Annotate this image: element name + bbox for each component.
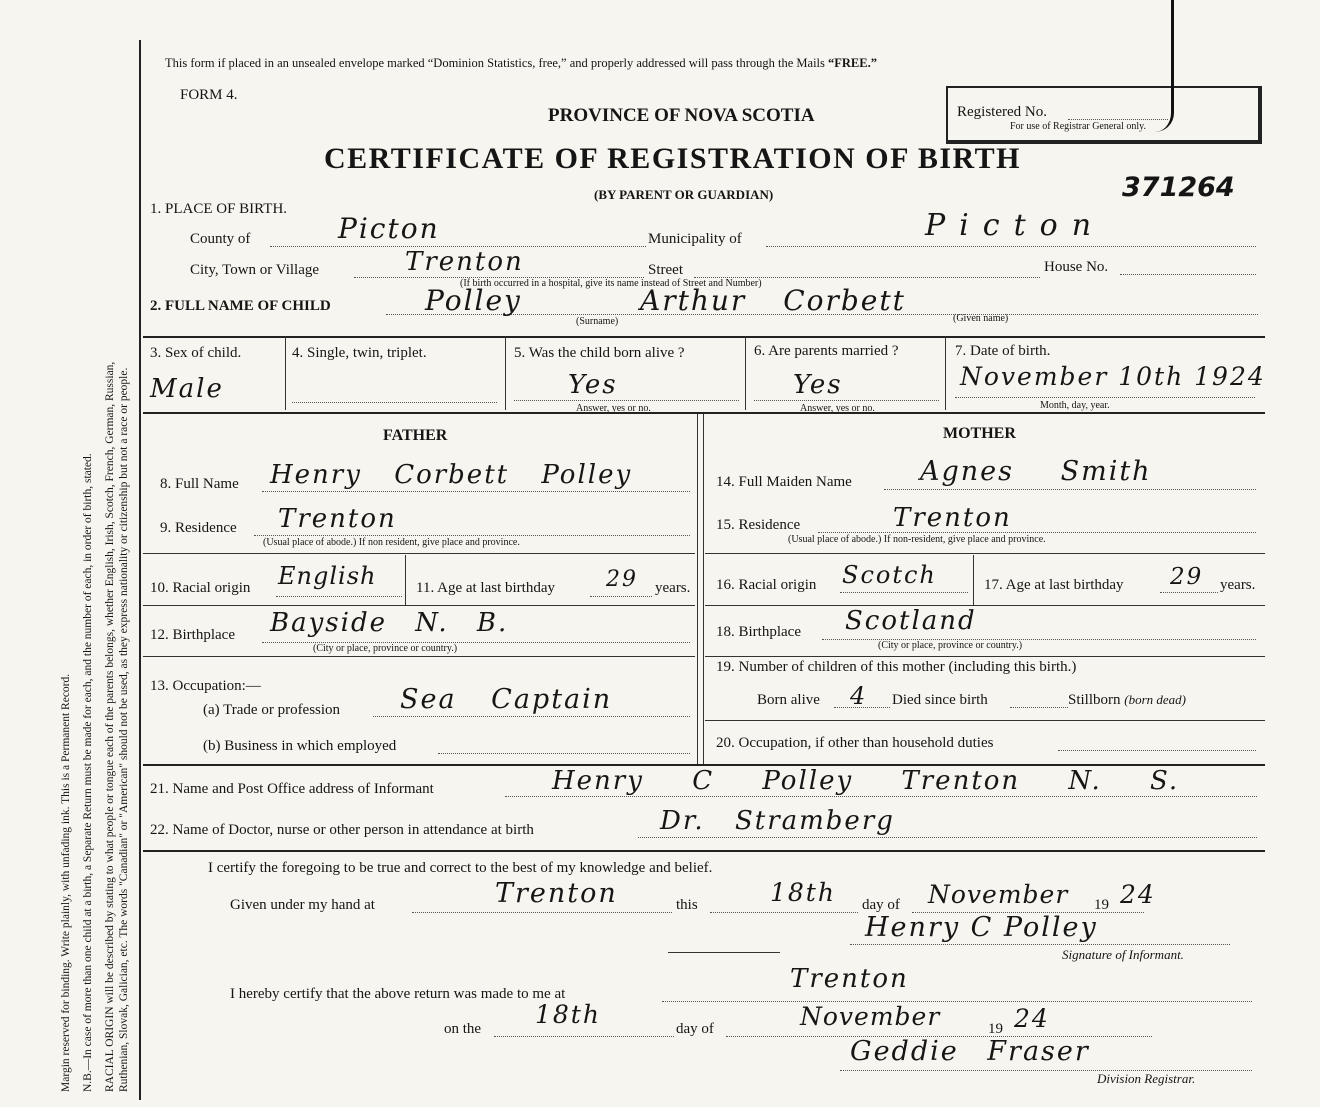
- informant-signature: Henry C Polley: [865, 912, 1098, 943]
- given-day-value: 18th: [770, 878, 836, 907]
- parents-married-value: Yes: [793, 370, 843, 400]
- sex-label: 3. Sex of child.: [150, 345, 242, 361]
- registrar-month-value: November: [800, 1002, 941, 1031]
- born-alive-label: 5. Was the child born alive ?: [514, 345, 685, 361]
- free-label: “FREE.”: [828, 56, 877, 70]
- street-label: Street: [648, 262, 683, 278]
- province-heading: PROVINCE OF NOVA SCOTIA: [548, 105, 815, 126]
- registrar-day-of-label: day of: [676, 1021, 714, 1037]
- children-count-label: 19. Number of children of this mother (including this birth.): [716, 659, 1077, 675]
- form-number: FORM 4.: [180, 87, 238, 103]
- given-under-label: Given under my hand at: [230, 897, 375, 913]
- mail-notice-text: This form if placed in an unsealed envelope marked “Dominion Statistics, free,” and properly addressed will pass through the Mails: [165, 56, 825, 70]
- street-note: (If birth occurred in a hospital, give its name instead of Street and Number): [460, 278, 762, 289]
- doctor-label: 22. Name of Doctor, nurse or other person in attendance at birth: [150, 822, 534, 838]
- child-name-label: 2. FULL NAME OF CHILD: [150, 298, 331, 314]
- registrar-year-value: 24: [1014, 1004, 1050, 1033]
- municipality-value: Picton: [925, 208, 1106, 243]
- municipality-label: Municipality of: [648, 231, 742, 247]
- mother-heading: MOTHER: [943, 425, 1016, 442]
- registrar-statement: I hereby certify that the above return was made to me at: [230, 986, 566, 1002]
- father-name-value: Henry Corbett Polley: [270, 460, 633, 490]
- father-occupation-label: 13. Occupation:—: [150, 678, 261, 694]
- place-of-birth-label: 1. PLACE OF BIRTH.: [150, 201, 288, 217]
- father-birthplace-label: 12. Birthplace: [150, 627, 235, 643]
- father-age-label: 11. Age at last birthday: [416, 580, 555, 596]
- side-note-1: Margin reserved for binding. Write plainly, with unfading ink. This is a Permanent Record.: [60, 673, 72, 1092]
- given-year-prefix: 19: [1094, 897, 1109, 913]
- doctor-value: Dr. Stramberg: [660, 806, 895, 836]
- business-label: (b) Business in which employed: [203, 738, 397, 754]
- died-since-birth-label: Died since birth: [892, 692, 988, 708]
- father-birthplace-value: Bayside N. B.: [270, 608, 509, 638]
- father-years-label: years.: [655, 580, 691, 596]
- mother-residence-note: (Usual place of abode.) If non-resident, give place and province.: [788, 534, 1046, 545]
- born-alive-value: Yes: [568, 370, 618, 400]
- mother-age-value: 29: [1170, 564, 1204, 590]
- given-day-of-label: day of: [862, 897, 900, 913]
- mother-racial-label: 16. Racial origin: [716, 577, 817, 593]
- registrar-day-value: 18th: [535, 1000, 601, 1029]
- father-racial-value: English: [278, 562, 377, 590]
- registrar-signature: Geddie Fraser: [850, 1036, 1090, 1067]
- mother-name-value: Agnes Smith: [920, 456, 1152, 487]
- stillborn-label: [1068, 692, 1186, 709]
- mother-age-label: 17. Age at last birthday: [984, 577, 1124, 593]
- child-surname: Polley: [425, 284, 522, 317]
- child-given-name: Arthur Corbett: [640, 284, 906, 317]
- pen-mark: [1155, 0, 1174, 132]
- certificate-subtitle: (BY PARENT OR GUARDIAN): [594, 187, 774, 202]
- division-registrar-label: Division Registrar.: [1097, 1071, 1196, 1086]
- surname-note: (Surname): [576, 316, 619, 327]
- house-number-label: House No.: [1044, 259, 1109, 275]
- mother-residence-label: 15. Residence: [716, 517, 801, 533]
- county-label: County of: [190, 231, 251, 247]
- parents-married-note: Answer, yes or no.: [800, 403, 875, 414]
- father-name-label: 8. Full Name: [160, 476, 239, 492]
- parents-married-label: 6. Are parents married ?: [754, 343, 899, 359]
- mother-residence-value: Trenton: [893, 503, 1012, 533]
- side-note-2: N.B.—In case of more than one child at a birth, a Separate Return must be made for each, and the number of each, in order of birth, stated.: [82, 453, 94, 1092]
- informant-value: Henry C Polley Trenton N. S.: [552, 766, 1180, 796]
- informant-label: 21. Name and Post Office address of Informant: [150, 781, 434, 797]
- given-year-value: 24: [1120, 880, 1156, 909]
- father-racial-label: 10. Racial origin: [150, 580, 251, 596]
- given-month-value: November: [928, 880, 1069, 909]
- mother-racial-value: Scotch: [842, 561, 937, 589]
- father-residence-value: Trenton: [278, 504, 397, 534]
- mother-birthplace-label: 18. Birthplace: [716, 624, 801, 640]
- certificate-title: CERTIFICATE OF REGISTRATION OF BIRTH: [324, 142, 1021, 175]
- father-birthplace-note: (City or place, province or country.): [313, 643, 458, 654]
- father-residence-note: (Usual place of abode.) If non resident, give place and province.: [263, 537, 520, 548]
- margin-rule: [139, 40, 141, 1100]
- born-alive-count-label: Born alive: [757, 692, 820, 708]
- father-heading: FATHER: [383, 427, 448, 444]
- city-value: Trenton: [405, 247, 524, 277]
- mother-occupation-label: 20. Occupation, if other than household duties: [716, 735, 994, 751]
- city-label: City, Town or Village: [190, 262, 320, 278]
- registered-number-box: [946, 86, 1262, 144]
- registration-number: 371264: [1122, 172, 1235, 203]
- trade-value: Sea Captain: [400, 684, 613, 715]
- mother-birthplace-value: Scotland: [845, 606, 977, 636]
- side-note-4: Ruthenian, Slovak, Galician, etc. The words "Canadian" or "American" should not be used, as they express nationality or citizenship but not a race or people.: [118, 367, 130, 1092]
- stillborn-text: Stillborn: [1068, 692, 1121, 708]
- county-value: Picton: [338, 212, 440, 245]
- this-label: this: [676, 897, 698, 913]
- sex-value: Male: [150, 374, 224, 404]
- mail-notice: [165, 56, 877, 71]
- single-twin-label: 4. Single, twin, triplet.: [292, 345, 427, 361]
- born-alive-note: Answer, yes or no.: [576, 403, 651, 414]
- stillborn-note: (born dead): [1124, 692, 1187, 707]
- father-age-value: 29: [606, 567, 638, 592]
- side-note-3: RACIAL ORIGIN will be described by stating to what people or tongue each of the parents belongs, whether English, Irish, Scotch, French, German, Russian,: [104, 361, 116, 1092]
- registrar-general-note: For use of Registrar General only.: [1010, 121, 1146, 132]
- mother-name-label: 14. Full Maiden Name: [716, 474, 852, 490]
- mother-birthplace-note: (City or place, province or country.): [878, 640, 1023, 651]
- given-name-note: (Given name): [953, 313, 1009, 324]
- date-of-birth-label: 7. Date of birth.: [955, 343, 1051, 359]
- date-of-birth-note: Month, day, year.: [1040, 400, 1110, 411]
- registrar-place-value: Trenton: [790, 964, 909, 994]
- on-the-label: on the: [444, 1021, 482, 1037]
- born-alive-count-value: 4: [850, 682, 868, 710]
- certify-statement: I certify the foregoing to be true and correct to the best of my knowledge and belief.: [208, 860, 713, 876]
- father-residence-label: 9. Residence: [160, 520, 237, 536]
- date-of-birth-value: November 10th 1924: [960, 362, 1266, 391]
- registrar-year-prefix: 19: [988, 1021, 1003, 1037]
- informant-signature-label: Signature of Informant.: [1062, 947, 1184, 962]
- given-place-value: Trenton: [495, 878, 618, 909]
- registered-label: Registered No.: [957, 104, 1047, 120]
- mother-years-label: years.: [1220, 577, 1256, 593]
- trade-label: (a) Trade or profession: [203, 702, 341, 718]
